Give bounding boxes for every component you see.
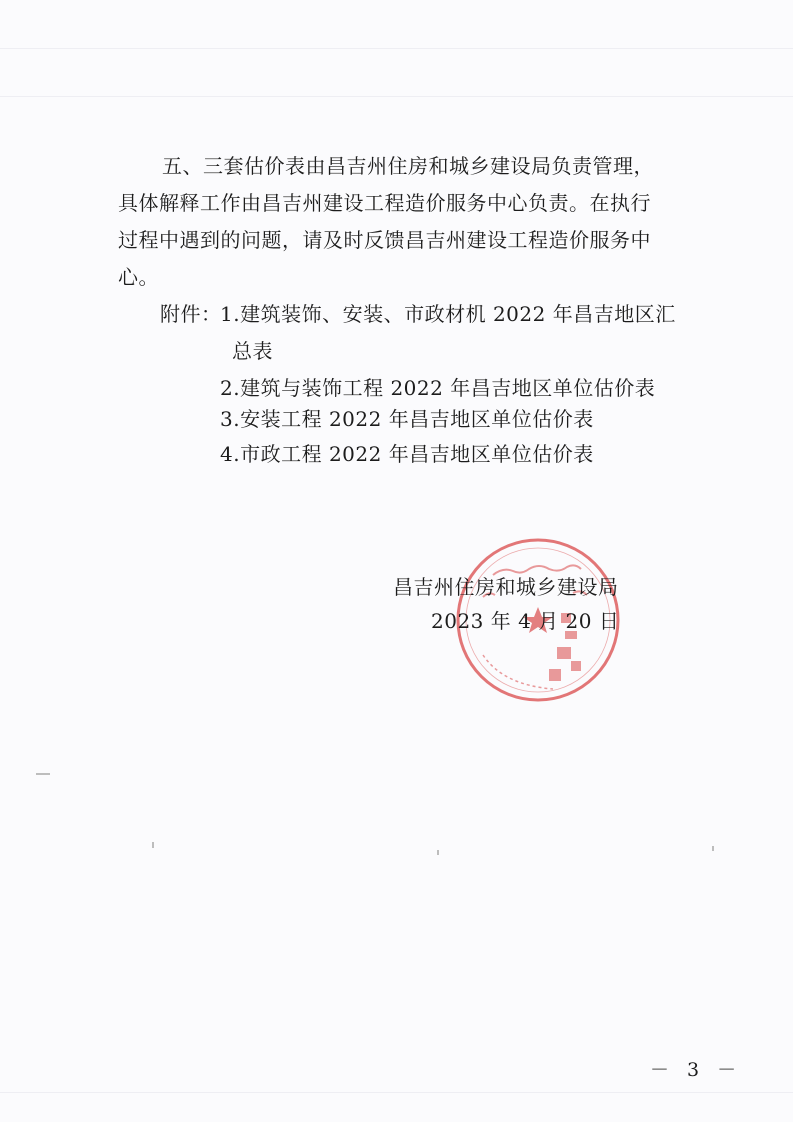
- scan-mark: [152, 842, 154, 848]
- scan-line: [0, 1092, 793, 1093]
- scan-mark: [36, 773, 50, 775]
- paragraph-line: 五、三套估价表由昌吉州住房和城乡建设局负责管理，: [162, 154, 654, 178]
- scan-mark: [712, 846, 714, 851]
- paragraph-line: 心。: [118, 265, 159, 289]
- attachment-item: 2.建筑与装饰工程 2022 年昌吉地区单位估价表: [220, 376, 656, 400]
- page-number: － 3 －: [650, 1059, 743, 1081]
- scan-mark: [437, 850, 439, 855]
- attachment-item: 4.市政工程 2022 年昌吉地区单位估价表: [220, 442, 594, 466]
- issue-date: 2023 年 4 月 20 日: [431, 609, 620, 633]
- issuing-organization: 昌吉州住房和城乡建设局: [393, 575, 619, 599]
- attachment-item: 3.安装工程 2022 年昌吉地区单位估价表: [220, 407, 594, 431]
- attachment-item: 1.建筑装饰、安装、市政材机 2022 年昌吉地区汇: [220, 302, 676, 326]
- attachment-item: 总表: [232, 339, 273, 363]
- attachments-label: 附件：: [160, 302, 222, 326]
- scan-line: [0, 96, 793, 97]
- paragraph-line: 具体解释工作由昌吉州建设工程造价服务中心负责。在执行: [118, 191, 651, 215]
- paragraph-line: 过程中遇到的问题，请及时反馈昌吉州建设工程造价服务中: [118, 228, 651, 252]
- section-five-paragraph: [118, 148, 688, 296]
- scan-line: [0, 48, 793, 49]
